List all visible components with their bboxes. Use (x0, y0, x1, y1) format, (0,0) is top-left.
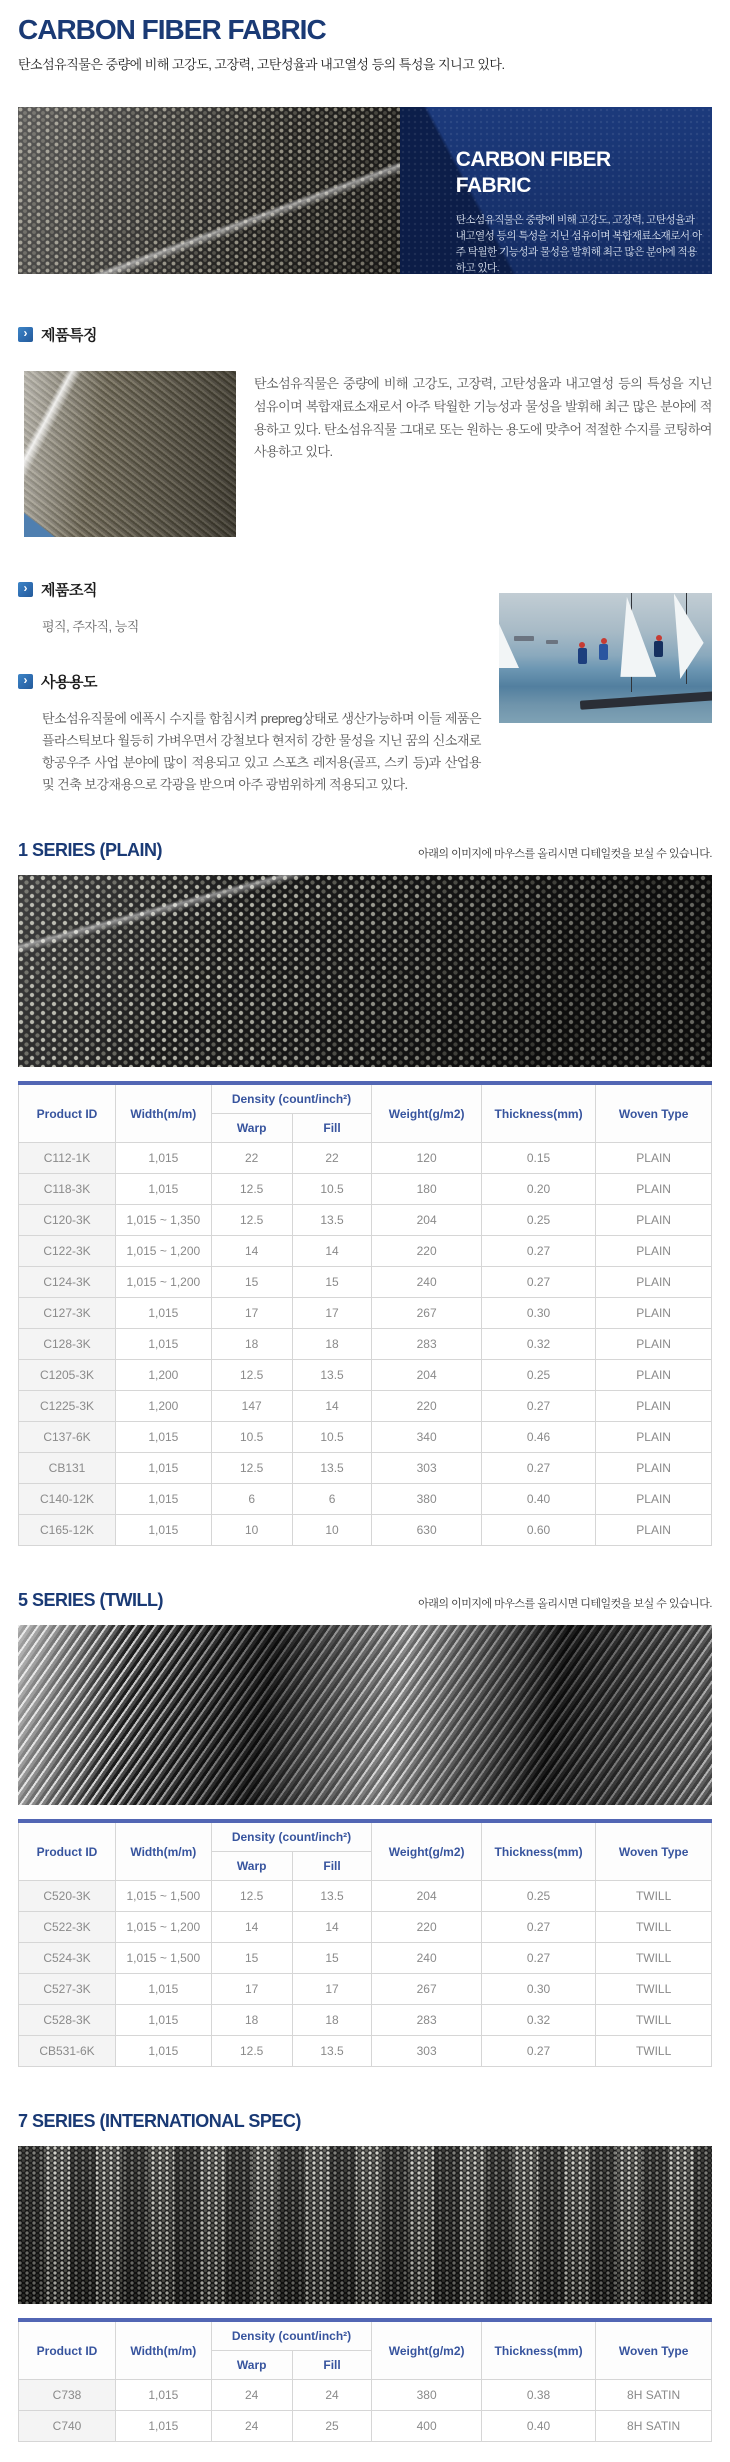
spec-cell: 25 (292, 2411, 372, 2442)
column-header-weight: Weight(g/m2) (372, 1083, 481, 1143)
hero-banner (18, 107, 712, 274)
hull-shape (580, 691, 712, 709)
column-header-thickness: Thickness(mm) (481, 1083, 595, 1143)
spec-cell: 380 (372, 2380, 481, 2411)
spec-cell: 0.15 (481, 1143, 595, 1174)
spec-cell: 240 (372, 1943, 481, 1974)
spec-cell: 12.5 (211, 1360, 292, 1391)
spec-cell: PLAIN (596, 1391, 712, 1422)
distant-boat-shape (514, 636, 534, 641)
spec-cell: 1,015 ~ 1,500 (116, 1943, 212, 1974)
table-row (19, 1360, 712, 1391)
spec-cell: 180 (372, 1174, 481, 1205)
spec-cell: 14 (211, 1912, 292, 1943)
table-row (19, 1484, 712, 1515)
spec-cell: 0.38 (481, 2380, 595, 2411)
spec-cell: 0.27 (481, 1912, 595, 1943)
spec-cell: 0.27 (481, 1236, 595, 1267)
table-row (19, 1329, 712, 1360)
spec-cell: 1,015 (116, 1453, 212, 1484)
usage-text: 탄소섬유직물에 에폭시 수지를 함침시켜 prepreg상태로 생산가능하며 이들 제품은 플라스틱보다 월등히 가벼우면서 강철보다 현저히 강한 물성을 지닌 꿈의 신소재로 항공우주 사업 분야에 많이 적용되고 있고 스포츠 레저용(골프, 스키 등)과 산업용 및 건축 보강재용으로 각광을 받으며 아주 광범위하게 적용되고 있다. (42, 711, 481, 793)
column-header-warp: Warp (211, 1852, 292, 1881)
features-block (24, 371, 712, 537)
product-id-cell: C165-12K (19, 1515, 116, 1546)
section-title-structure: 제품조직 (41, 582, 97, 599)
hero-description: 탄소섬유직물은 중량에 비해 고강도, 고장력, 고탄성율과 내고열성 등의 특성을 지닌 섬유이며 복합재료소재로서 아주 탁월한 기능성과 물성을 발휘해 최근 많은 분야에 적용하고 있다. (455, 213, 702, 274)
hero-title (456, 147, 694, 200)
column-header-width: Width(m/m) (116, 2320, 212, 2380)
series1-heading-row (18, 840, 712, 861)
arrow-icon (18, 582, 33, 597)
spec-cell: 630 (372, 1515, 481, 1546)
spec-cell: 0.20 (481, 1174, 595, 1205)
product-id-cell: CB531-6K (19, 2036, 116, 2067)
product-id-cell: C524-3K (19, 1943, 116, 1974)
series1-spec-table (18, 1081, 712, 1546)
spec-cell: 12.5 (211, 1881, 292, 1912)
spec-cell: 18 (211, 1329, 292, 1360)
spec-cell: 10.5 (211, 1422, 292, 1453)
spec-cell: 1,015 (116, 1143, 212, 1174)
spec-cell: 1,015 (116, 1174, 212, 1205)
spec-cell: 0.25 (481, 1881, 595, 1912)
spec-cell: 340 (372, 1422, 481, 1453)
spec-cell: TWILL (596, 1912, 712, 1943)
series1-fabric-image[interactable] (18, 875, 712, 1067)
spec-cell: 0.27 (481, 1267, 595, 1298)
section-heading-features (18, 324, 712, 345)
column-header-fill: Fill (292, 1852, 372, 1881)
hover-note: 아래의 이미지에 마우스를 올리시면 디테일컷을 보실 수 있습니다. (418, 1598, 712, 1611)
spec-cell: TWILL (596, 2036, 712, 2067)
spec-cell: PLAIN (596, 1267, 712, 1298)
spec-cell: 13.5 (292, 1205, 372, 1236)
spec-cell: 8H SATIN (596, 2411, 712, 2442)
product-id-cell: C137-6K (19, 1422, 116, 1453)
spec-cell: 17 (211, 1974, 292, 2005)
spec-cell: PLAIN (596, 1143, 712, 1174)
product-id-cell: C1225-3K (19, 1391, 116, 1422)
spec-cell: 0.27 (481, 1391, 595, 1422)
table-row (19, 1143, 712, 1174)
hover-note: 아래의 이미지에 마우스를 올리시면 디테일컷을 보실 수 있습니다. (418, 848, 712, 861)
spec-cell: 22 (292, 1143, 372, 1174)
spec-cell: 204 (372, 1205, 481, 1236)
column-header-warp: Warp (211, 2351, 292, 2380)
spec-cell: PLAIN (596, 1515, 712, 1546)
spec-cell: 12.5 (211, 1174, 292, 1205)
spec-cell: 14 (211, 1236, 292, 1267)
series5-spec-table (18, 1819, 712, 2067)
table-row (19, 1205, 712, 1236)
spec-cell: 1,015 (116, 1515, 212, 1546)
spec-cell: 0.40 (481, 1484, 595, 1515)
page-title: CARBON FIBER FABRIC (18, 14, 326, 45)
spec-cell: 12.5 (211, 2036, 292, 2067)
spec-cell: 14 (292, 1236, 372, 1267)
table-row (19, 1298, 712, 1329)
spec-cell: 14 (292, 1912, 372, 1943)
spec-cell: 204 (372, 1360, 481, 1391)
feature-photo (24, 371, 236, 537)
product-id-cell: C128-3K (19, 1329, 116, 1360)
sail-shape (674, 593, 704, 679)
column-header-width: Width(m/m) (116, 1821, 212, 1881)
spec-cell: 1,015 (116, 2005, 212, 2036)
column-header-product-id: Product ID (19, 2320, 116, 2380)
hero-title-line2: FABRIC (455, 174, 531, 198)
product-id-cell: C118-3K (19, 1174, 116, 1205)
column-header-density: Density (count/inch²) (211, 1821, 372, 1852)
table-row (19, 1422, 712, 1453)
hero-text-panel (400, 107, 712, 274)
spec-cell: 10 (292, 1515, 372, 1546)
distant-boat-shape (546, 640, 558, 644)
column-header-thickness: Thickness(mm) (481, 1821, 595, 1881)
series1-heading: 1 SERIES (PLAIN) (18, 840, 163, 861)
table-row (19, 1912, 712, 1943)
table-row (19, 2411, 712, 2442)
spec-cell: 1,015 (116, 1298, 212, 1329)
spec-cell: TWILL (596, 2005, 712, 2036)
column-header-density: Density (count/inch²) (211, 2320, 372, 2351)
sailor-figure (578, 648, 587, 664)
spec-cell: 24 (211, 2380, 292, 2411)
spec-cell: 10 (211, 1515, 292, 1546)
spec-cell: 1,015 (116, 1484, 212, 1515)
column-header-width: Width(m/m) (116, 1083, 212, 1143)
spec-cell: 15 (292, 1943, 372, 1974)
table-row (19, 1391, 712, 1422)
spec-cell: 0.30 (481, 1974, 595, 2005)
spec-cell: 0.46 (481, 1422, 595, 1453)
spec-cell: 22 (211, 1143, 292, 1174)
spec-cell: 8H SATIN (596, 2380, 712, 2411)
spec-cell: PLAIN (596, 1360, 712, 1391)
spec-cell: 220 (372, 1391, 481, 1422)
spec-cell: 15 (211, 1267, 292, 1298)
spec-cell: 17 (211, 1298, 292, 1329)
spec-cell: 1,015 ~ 1,500 (116, 1881, 212, 1912)
column-header-weight: Weight(g/m2) (372, 2320, 481, 2380)
arrow-icon (18, 327, 33, 342)
spec-cell: 303 (372, 2036, 481, 2067)
spec-cell: 0.32 (481, 1329, 595, 1360)
spec-cell: TWILL (596, 1943, 712, 1974)
structure-usage-block (18, 579, 712, 796)
spec-cell: 120 (372, 1143, 481, 1174)
spec-cell: 1,015 (116, 2380, 212, 2411)
spec-cell: 1,015 (116, 2411, 212, 2442)
page-subtitle: 탄소섬유직물은 중량에 비해 고강도, 고장력, 고탄성율과 내고열성 등의 특성을 지니고 있다. (18, 57, 505, 72)
sailing-photo (499, 593, 712, 723)
product-id-cell: C124-3K (19, 1267, 116, 1298)
product-id-cell: C1205-3K (19, 1360, 116, 1391)
spec-cell: 0.25 (481, 1360, 595, 1391)
spec-cell: 0.32 (481, 2005, 595, 2036)
spec-cell: PLAIN (596, 1298, 712, 1329)
spec-cell: 0.30 (481, 1298, 595, 1329)
spec-cell: 1,015 ~ 1,350 (116, 1205, 212, 1236)
spec-cell: 13.5 (292, 1453, 372, 1484)
spec-cell: PLAIN (596, 1174, 712, 1205)
spec-cell: 0.27 (481, 2036, 595, 2067)
spec-cell: 1,200 (116, 1391, 212, 1422)
spec-cell: 10.5 (292, 1422, 372, 1453)
spec-cell: 1,015 ~ 1,200 (116, 1236, 212, 1267)
table-row (19, 1267, 712, 1298)
spec-cell: 1,015 (116, 1329, 212, 1360)
product-id-cell: C120-3K (19, 1205, 116, 1236)
spec-cell: 220 (372, 1912, 481, 1943)
table-row (19, 1453, 712, 1484)
spec-cell: 1,200 (116, 1360, 212, 1391)
series5-fabric-image[interactable] (18, 1625, 712, 1805)
column-header-product-id: Product ID (19, 1083, 116, 1143)
spec-cell: PLAIN (596, 1453, 712, 1484)
product-id-cell: C112-1K (19, 1143, 116, 1174)
spec-cell: 1,015 ~ 1,200 (116, 1267, 212, 1298)
spec-cell: 24 (292, 2380, 372, 2411)
spec-cell: 13.5 (292, 1881, 372, 1912)
section-title-features: 제품특징 (41, 327, 97, 344)
spec-cell: 380 (372, 1484, 481, 1515)
structure-text: 평직, 주자직, 능직 (42, 619, 139, 634)
column-header-woven-type: Woven Type (596, 2320, 712, 2380)
spec-cell: 240 (372, 1267, 481, 1298)
spec-cell: 147 (211, 1391, 292, 1422)
arrow-icon (18, 674, 33, 689)
table-row (19, 1974, 712, 2005)
table-row (19, 1881, 712, 1912)
spec-cell: 0.25 (481, 1205, 595, 1236)
spec-cell: 15 (292, 1267, 372, 1298)
table-row (19, 2380, 712, 2411)
series7-fabric-image[interactable] (18, 2146, 712, 2304)
section-title-usage: 사용용도 (41, 674, 97, 691)
product-id-cell: C738 (19, 2380, 116, 2411)
series5-heading: 5 SERIES (TWILL) (18, 1590, 163, 1611)
spec-cell: 0.27 (481, 1943, 595, 1974)
spec-cell: 15 (211, 1943, 292, 1974)
spec-cell: PLAIN (596, 1484, 712, 1515)
sailor-figure (654, 641, 663, 657)
spec-cell: TWILL (596, 1881, 712, 1912)
table-row (19, 1236, 712, 1267)
spec-cell: 10.5 (292, 1174, 372, 1205)
series7-heading: 7 SERIES (INTERNATIONAL SPEC) (18, 2111, 301, 2132)
spec-cell: PLAIN (596, 1422, 712, 1453)
series7-spec-table (18, 2318, 712, 2442)
spec-cell: 0.40 (481, 2411, 595, 2442)
spec-cell: 220 (372, 1236, 481, 1267)
product-id-cell: CB131 (19, 1453, 116, 1484)
spec-cell: 267 (372, 1974, 481, 2005)
product-id-cell: C127-3K (19, 1298, 116, 1329)
spec-cell: 283 (372, 2005, 481, 2036)
series7-heading-row (18, 2111, 712, 2132)
spec-cell: 6 (292, 1484, 372, 1515)
spec-cell: 1,015 ~ 1,200 (116, 1912, 212, 1943)
table-row (19, 2036, 712, 2067)
section-heading-structure (18, 579, 481, 600)
column-header-warp: Warp (211, 1114, 292, 1143)
feature-text: 탄소섬유직물은 중량에 비해 고강도, 고장력, 고탄성율과 내고열성 등의 특성을 지닌 섬유이며 복합재료소재로서 아주 탁월한 기능성과 물성을 발휘해 최근 많은 분야에 적용하고 있다. 탄소섬유직물 그대로 또는 원하는 용도에 맞추어 적절한 수지를 코팅하여 사용하고 있다. (254, 376, 712, 460)
spec-cell: 18 (292, 2005, 372, 2036)
spec-cell: PLAIN (596, 1236, 712, 1267)
spec-cell: 24 (211, 2411, 292, 2442)
product-id-cell: C740 (19, 2411, 116, 2442)
column-header-woven-type: Woven Type (596, 1821, 712, 1881)
spec-cell: 18 (211, 2005, 292, 2036)
spec-cell: 1,015 (116, 1422, 212, 1453)
spec-cell: 1,015 (116, 2036, 212, 2067)
spec-cell: 12.5 (211, 1453, 292, 1484)
spec-cell: 17 (292, 1298, 372, 1329)
table-row (19, 1174, 712, 1205)
column-header-density: Density (count/inch²) (211, 1083, 372, 1114)
column-header-fill: Fill (292, 1114, 372, 1143)
column-header-thickness: Thickness(mm) (481, 2320, 595, 2380)
spec-cell: 0.27 (481, 1453, 595, 1484)
sailor-figure (599, 644, 608, 660)
section-heading-usage (18, 671, 481, 692)
structure-usage-text-column (18, 579, 481, 796)
table-row (19, 2005, 712, 2036)
spec-cell: 17 (292, 1974, 372, 2005)
spec-cell: 6 (211, 1484, 292, 1515)
hero-title-line1: CARBON FIBER (455, 148, 611, 171)
column-header-fill: Fill (292, 2351, 372, 2380)
product-id-cell: C528-3K (19, 2005, 116, 2036)
spec-cell: 267 (372, 1298, 481, 1329)
product-id-cell: C520-3K (19, 1881, 116, 1912)
spec-cell: 1,015 (116, 1974, 212, 2005)
spec-cell: PLAIN (596, 1205, 712, 1236)
column-header-woven-type: Woven Type (596, 1083, 712, 1143)
spec-cell: 13.5 (292, 1360, 372, 1391)
column-header-weight: Weight(g/m2) (372, 1821, 481, 1881)
spec-cell: 14 (292, 1391, 372, 1422)
spec-cell: 303 (372, 1453, 481, 1484)
series5-heading-row (18, 1590, 712, 1611)
spec-cell: TWILL (596, 1974, 712, 2005)
spec-cell: 13.5 (292, 2036, 372, 2067)
spec-cell: 283 (372, 1329, 481, 1360)
spec-cell: 400 (372, 2411, 481, 2442)
spec-cell: 204 (372, 1881, 481, 1912)
spec-cell: PLAIN (596, 1329, 712, 1360)
table-row (19, 1943, 712, 1974)
sail-shape (620, 597, 656, 677)
product-id-cell: C140-12K (19, 1484, 116, 1515)
product-id-cell: C522-3K (19, 1912, 116, 1943)
table-row (19, 1515, 712, 1546)
product-id-cell: C527-3K (19, 1974, 116, 2005)
column-header-product-id: Product ID (19, 1821, 116, 1881)
product-id-cell: C122-3K (19, 1236, 116, 1267)
spec-cell: 0.60 (481, 1515, 595, 1546)
spec-cell: 18 (292, 1329, 372, 1360)
spec-cell: 12.5 (211, 1205, 292, 1236)
